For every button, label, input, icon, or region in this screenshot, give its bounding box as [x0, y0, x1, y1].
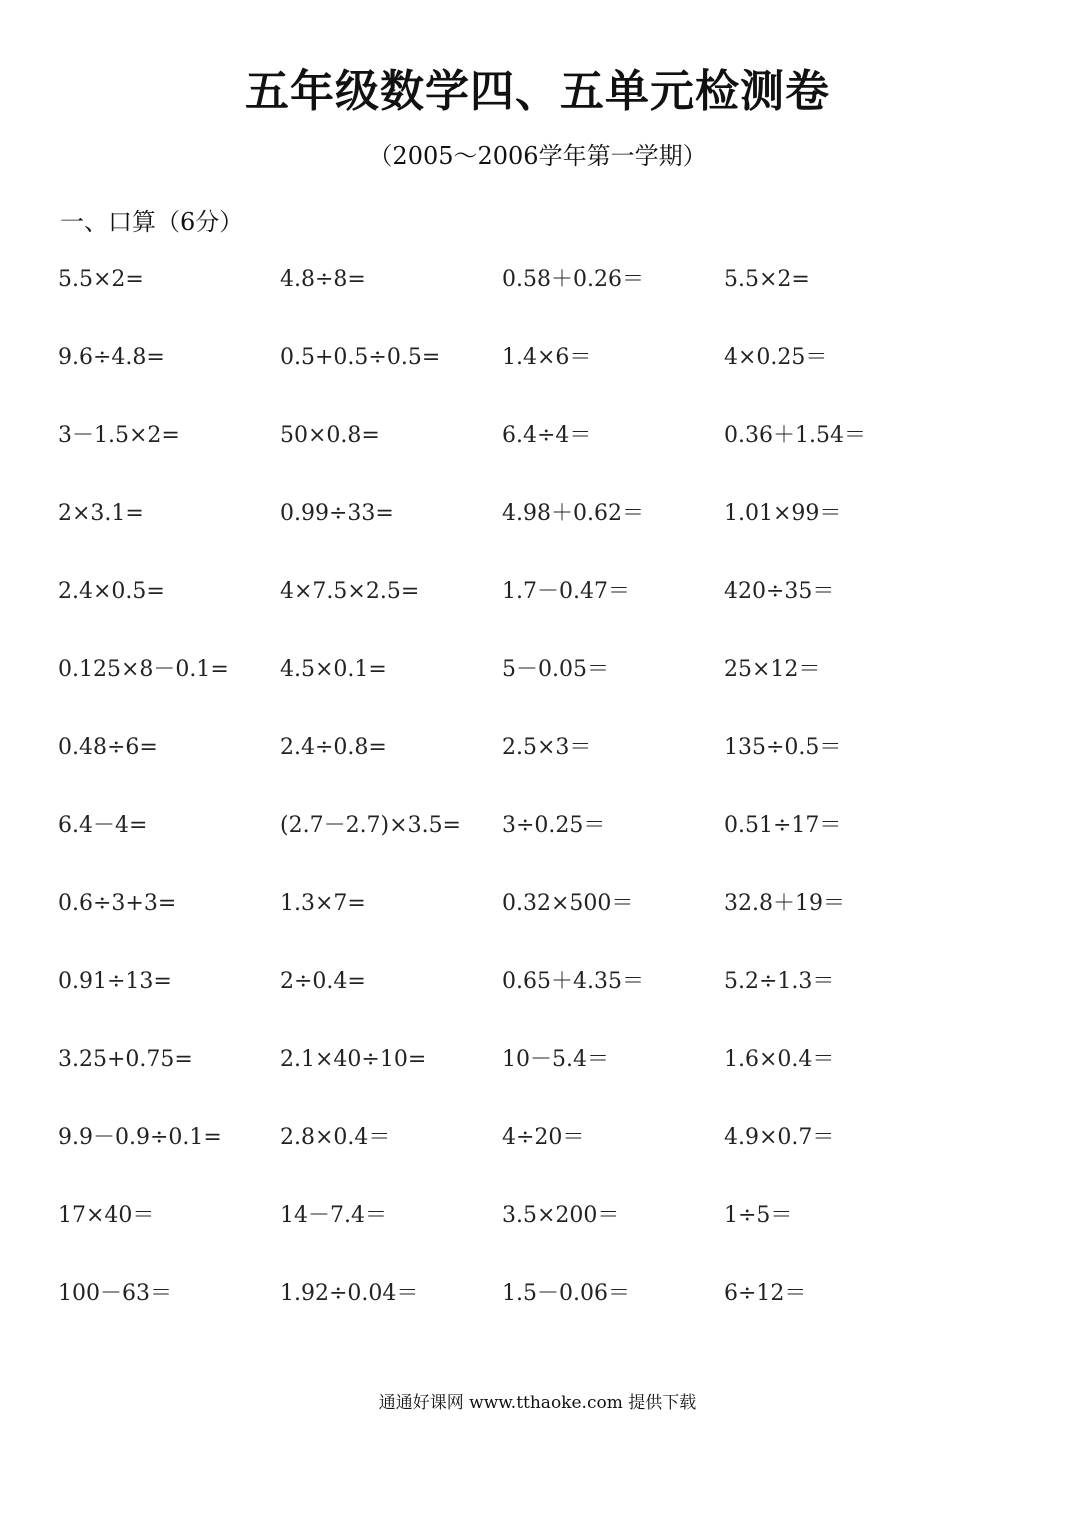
problem-row	[58, 1276, 958, 1354]
problem-cell: 420÷35＝	[724, 579, 835, 604]
problem-cell: 32.8＋19＝	[724, 891, 845, 916]
problem-row	[58, 1042, 958, 1120]
problem-row	[58, 964, 958, 1042]
problem-cell: 0.6÷3+3=	[58, 891, 177, 916]
problem-cell: 14－7.4＝	[280, 1203, 387, 1228]
problem-cell: 10－5.4＝	[502, 1047, 609, 1072]
problem-cell: 1.6×0.4＝	[724, 1047, 835, 1072]
problem-cell: 5.5×2=	[58, 267, 144, 292]
problem-cell: 1.7－0.47＝	[502, 579, 630, 604]
problem-cell: 2.4÷0.8=	[280, 735, 387, 760]
problem-cell: 3.5×200＝	[502, 1203, 620, 1228]
problem-row	[58, 1120, 958, 1198]
problem-row	[58, 418, 958, 496]
problem-cell: 0.5+0.5÷0.5=	[280, 345, 441, 370]
arithmetic-grid	[58, 262, 958, 1354]
problem-row	[58, 496, 958, 574]
problem-cell: 0.58＋0.26＝	[502, 267, 644, 292]
problem-cell: (2.7－2.7)×3.5=	[280, 813, 461, 838]
problem-cell: 5.2÷1.3＝	[724, 969, 835, 994]
problem-cell: 4.8÷8=	[280, 267, 366, 292]
problem-cell: 5－0.05＝	[502, 657, 609, 682]
problem-cell: 0.65＋4.35＝	[502, 969, 644, 994]
problem-row	[58, 1198, 958, 1276]
problem-cell: 0.36＋1.54＝	[724, 423, 866, 448]
problem-cell: 0.125×8－0.1=	[58, 657, 229, 682]
problem-row	[58, 262, 958, 340]
problem-cell: 4.5×0.1=	[280, 657, 387, 682]
problem-cell: 2.8×0.4＝	[280, 1125, 391, 1150]
problem-cell: 1.92÷0.04＝	[280, 1281, 419, 1306]
problem-cell: 4×7.5×2.5=	[280, 579, 420, 604]
problem-cell: 3÷0.25＝	[502, 813, 606, 838]
problem-row	[58, 730, 958, 808]
problem-cell: 50×0.8=	[280, 423, 380, 448]
problem-cell: 6÷12＝	[724, 1281, 807, 1306]
problem-cell: 4×0.25＝	[724, 345, 828, 370]
problem-cell: 2÷0.4=	[280, 969, 366, 994]
problem-cell: 9.9－0.9÷0.1=	[58, 1125, 222, 1150]
problem-cell: 1.4×6＝	[502, 345, 592, 370]
problem-row	[58, 340, 958, 418]
problem-row	[58, 652, 958, 730]
problem-cell: 3.25+0.75=	[58, 1047, 193, 1072]
problem-cell: 4.98＋0.62＝	[502, 501, 644, 526]
section-heading: 一、口算（6分）	[60, 208, 244, 236]
problem-cell: 3－1.5×2=	[58, 423, 180, 448]
problem-cell: 6.4÷4＝	[502, 423, 592, 448]
page-subtitle: （2005～2006学年第一学期）	[368, 142, 707, 170]
problem-cell: 0.91÷13=	[58, 969, 172, 994]
problem-cell: 2×3.1=	[58, 501, 144, 526]
problem-cell: 135÷0.5＝	[724, 735, 842, 760]
problem-cell: 100－63＝	[58, 1281, 172, 1306]
problem-cell: 25×12＝	[724, 657, 821, 682]
problem-cell: 2.4×0.5=	[58, 579, 165, 604]
problem-cell: 6.4－4=	[58, 813, 148, 838]
problem-cell: 0.51÷17＝	[724, 813, 842, 838]
problem-cell: 1.01×99＝	[724, 501, 842, 526]
problem-cell: 17×40＝	[58, 1203, 155, 1228]
problem-cell: 5.5×2=	[724, 267, 810, 292]
problem-cell: 0.48÷6=	[58, 735, 158, 760]
problem-cell: 1.5－0.06＝	[502, 1281, 630, 1306]
problem-cell: 4.9×0.7＝	[724, 1125, 835, 1150]
problem-cell: 4÷20＝	[502, 1125, 585, 1150]
problem-cell: 2.1×40÷10=	[280, 1047, 427, 1072]
problem-cell: 0.32×500＝	[502, 891, 634, 916]
problem-cell: 1÷5＝	[724, 1203, 793, 1228]
page-title: 五年级数学四、五单元检测卷	[245, 66, 830, 117]
problem-cell: 0.99÷33=	[280, 501, 394, 526]
problem-row	[58, 886, 958, 964]
problem-cell: 1.3×7=	[280, 891, 366, 916]
problem-cell: 9.6÷4.8=	[58, 345, 165, 370]
footer-credit: 通通好课网 www.tthaoke.com 提供下载	[378, 1393, 697, 1413]
problem-row	[58, 574, 958, 652]
problem-cell: 2.5×3＝	[502, 735, 592, 760]
problem-row	[58, 808, 958, 886]
